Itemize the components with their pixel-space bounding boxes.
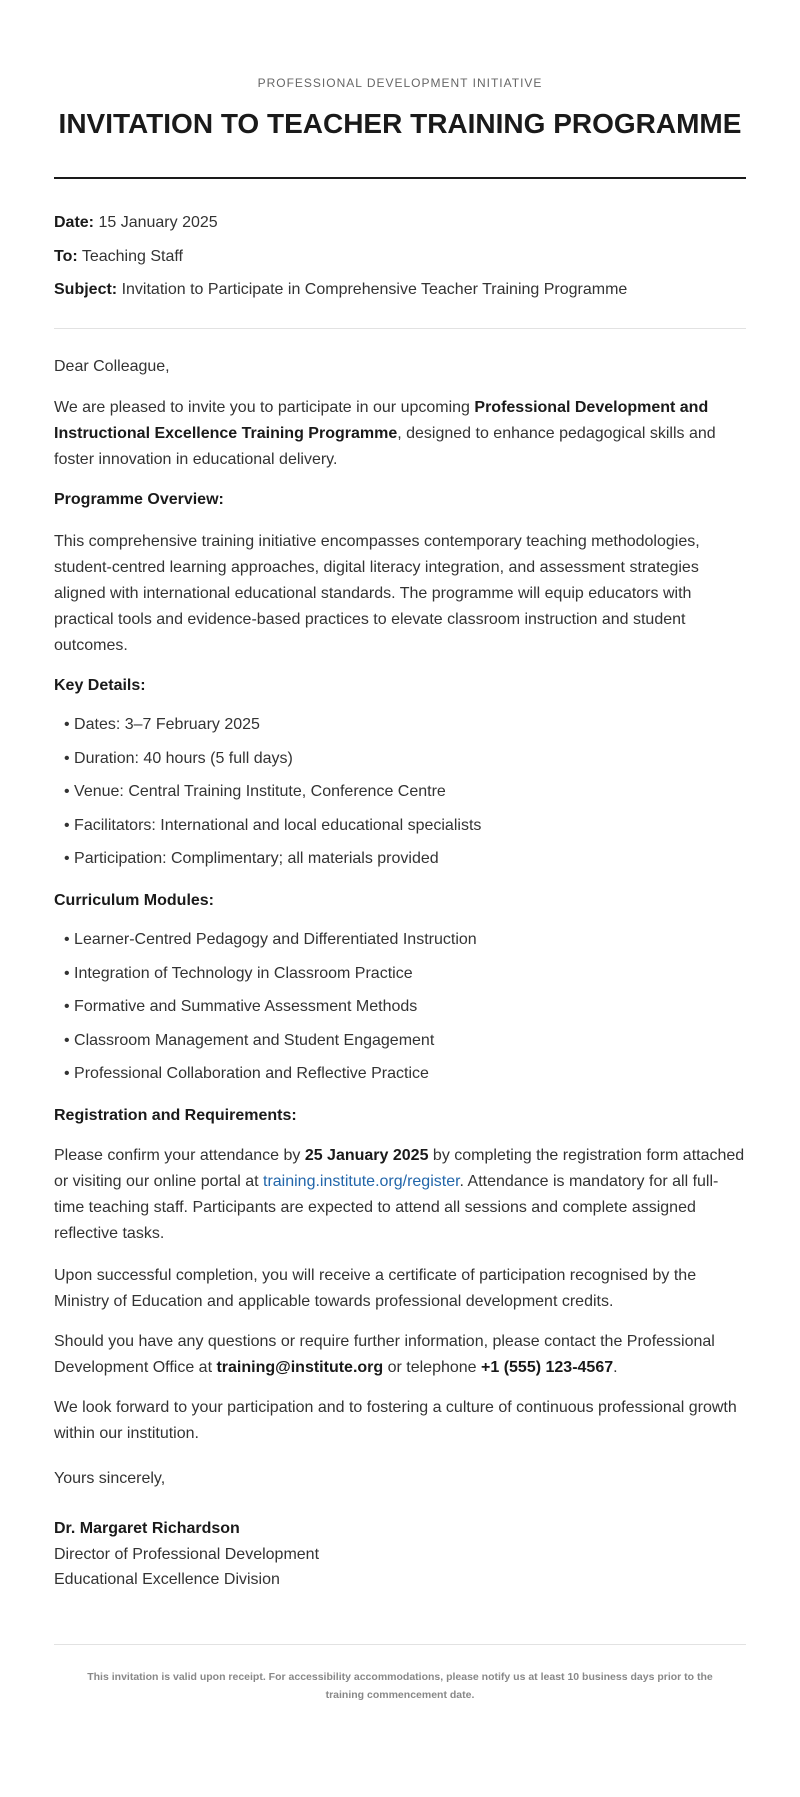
module-item: • Formative and Summative Assessment Methods — [64, 998, 418, 1015]
meta-to — [54, 248, 183, 266]
contact-email: training@institute.org — [216, 1359, 384, 1376]
key-details-heading: Key Details: — [54, 677, 146, 694]
meta-subject-label: Subject: — [54, 281, 118, 298]
registration-text-start: Please confirm your attendance by — [54, 1147, 305, 1164]
intro-text-end: , designed to enhance pedagogical skills and foster innovation in educational delivery. — [54, 425, 716, 468]
signoff: Yours sincerely, — [54, 1470, 166, 1487]
registration-text-end: . Attendance is mandatory for all full-time teaching staff. Participants are expected to attend all sessions and complete assigned reflective tasks. — [54, 1173, 719, 1242]
signatory-division: Educational Excellence Division — [54, 1571, 280, 1588]
contact-text-start: Should you have any questions or require further information, please contact the Professional Development Office at — [54, 1333, 715, 1376]
salutation: Dear Colleague, — [54, 358, 170, 375]
key-detail-item: • Facilitators: International and local educational specialists — [64, 817, 482, 834]
overview-paragraph: This comprehensive training initiative encompasses contemporary teaching methodologies, student-centred learning approaches, digital literacy integration, and assessment strategies aligned with international educational standards. The programme will equip educators with practical tools and evidence-based practices to elevate classroom instruction and student outcomes. — [54, 533, 700, 654]
header-kicker: PROFESSIONAL DEVELOPMENT INITIATIVE — [257, 76, 543, 90]
module-item: • Professional Collaboration and Reflective Practice — [64, 1065, 429, 1082]
meta-to-label: To: — [54, 248, 78, 265]
key-detail-item: • Participation: Complimentary; all materials provided — [64, 850, 439, 867]
completion-paragraph: Upon successful completion, you will receive a certificate of participation recognised by the Ministry of Education and applicable towards professional development credits. — [54, 1267, 697, 1310]
footer-divider — [54, 1644, 746, 1645]
meta-subject-value: Invitation to Participate in Comprehensive Teacher Training Programme — [121, 281, 628, 298]
module-item: • Integration of Technology in Classroom Practice — [64, 965, 413, 982]
meta-divider — [54, 328, 746, 329]
signatory-name: Dr. Margaret Richardson — [54, 1520, 240, 1537]
footer-note: This invitation is valid upon receipt. For accessibility accommodations, please notify us at least 10 business days prior to the training commencement date. — [87, 1671, 713, 1701]
contact-text-end: . — [613, 1359, 618, 1376]
programme-name: Professional Development and Instructional Excellence Training Programme — [54, 399, 709, 442]
header-divider — [54, 177, 746, 179]
meta-date-value: 15 January 2025 — [98, 214, 218, 231]
registration-heading: Registration and Requirements: — [54, 1107, 297, 1124]
key-detail-item: • Duration: 40 hours (5 full days) — [64, 750, 293, 767]
key-detail-item: • Venue: Central Training Institute, Conference Centre — [64, 783, 446, 800]
contact-text-middle: or telephone — [383, 1359, 482, 1376]
intro-text-start: We are pleased to invite you to participate in our upcoming — [54, 399, 475, 416]
registration-text-middle: by completing the registration form attached or visiting our online portal at — [54, 1147, 745, 1190]
module-item: • Learner-Centred Pedagogy and Differentiated Instruction — [64, 931, 477, 948]
intro-paragraph — [54, 395, 746, 473]
modules-heading: Curriculum Modules: — [54, 892, 215, 909]
contact-phone: +1 (555) 123-4567 — [481, 1359, 614, 1376]
registration-portal-link[interactable]: training.institute.org/register — [263, 1173, 460, 1190]
key-detail-item: • Dates: 3–7 February 2025 — [64, 716, 260, 733]
registration-deadline: 25 January 2025 — [304, 1147, 429, 1164]
closing-paragraph: We look forward to your participation and to fostering a culture of continuous professional growth within our institution. — [54, 1399, 737, 1442]
overview-heading: Programme Overview: — [54, 491, 224, 508]
contact-paragraph — [54, 1329, 746, 1381]
meta-date-label: Date: — [54, 214, 95, 231]
meta-subject — [54, 281, 627, 299]
meta-to-value: Teaching Staff — [81, 248, 183, 265]
module-item: • Classroom Management and Student Engagement — [64, 1032, 435, 1049]
page-title: INVITATION TO TEACHER TRAINING PROGRAMME — [58, 108, 742, 139]
registration-paragraph — [54, 1143, 746, 1247]
signatory-title: Director of Professional Development — [54, 1546, 320, 1563]
meta-date — [54, 214, 218, 232]
